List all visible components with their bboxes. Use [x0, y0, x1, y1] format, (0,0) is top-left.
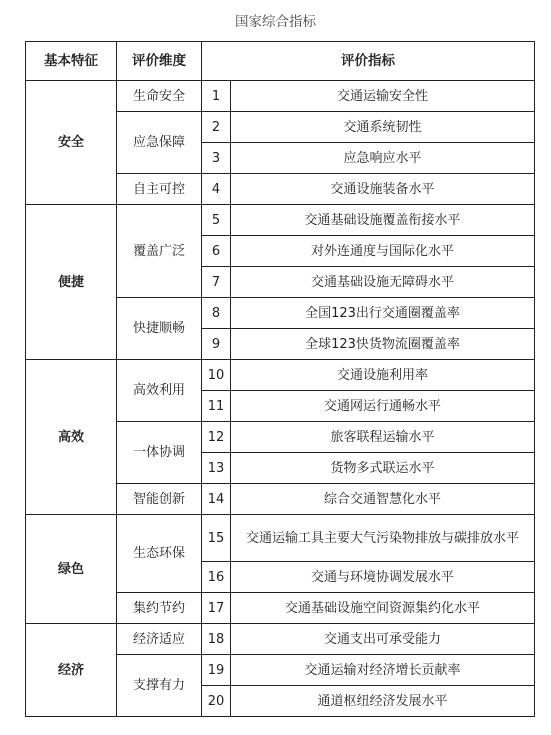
indicator-number: 14	[202, 484, 231, 515]
header-dimension: 评价维度	[117, 42, 202, 81]
indicator-text: 交通系统韧性	[231, 112, 535, 143]
indicator-text: 交通基础设施空间资源集约化水平	[231, 593, 535, 624]
page-title: 国家综合指标	[235, 14, 316, 30]
indicator-number: 7	[202, 267, 231, 298]
indicator-text: 交通支出可承受能力	[231, 624, 535, 655]
dimension-cell: 快捷顺畅	[117, 298, 202, 360]
indicator-number: 9	[202, 329, 231, 360]
indicator-number: 4	[202, 174, 231, 205]
header-feature: 基本特征	[26, 42, 117, 81]
dimension-cell: 自主可控	[117, 174, 202, 205]
indicator-number: 6	[202, 236, 231, 267]
header-row	[26, 42, 535, 81]
indicator-number: 16	[202, 562, 231, 593]
feature-cell: 绿色	[26, 515, 117, 624]
table-row	[26, 360, 535, 391]
indicator-text: 交通基础设施覆盖衔接水平	[231, 205, 535, 236]
indicator-text: 交通基础设施无障碍水平	[231, 267, 535, 298]
indicator-number: 12	[202, 422, 231, 453]
table-row	[26, 624, 535, 655]
dimension-cell: 一体协调	[117, 422, 202, 484]
indicator-text: 货物多式联运水平	[231, 453, 535, 484]
indicator-text: 全国123出行交通圈覆盖率	[231, 298, 535, 329]
indicator-number: 1	[202, 81, 231, 112]
indicator-number: 5	[202, 205, 231, 236]
indicator-number: 15	[202, 515, 231, 562]
indicator-number: 3	[202, 143, 231, 174]
dimension-cell: 集约节约	[117, 593, 202, 624]
indicator-text: 交通设施利用率	[231, 360, 535, 391]
table-row	[26, 515, 535, 562]
header-indicator: 评价指标	[202, 42, 535, 81]
dimension-cell: 应急保障	[117, 112, 202, 174]
indicator-text: 交通运输工具主要大气污染物排放与碳排放水平	[231, 515, 535, 562]
dimension-cell: 高效利用	[117, 360, 202, 422]
dimension-cell: 覆盖广泛	[117, 205, 202, 298]
indicator-text: 通道枢纽经济发展水平	[231, 686, 535, 717]
indicator-text: 交通网运行通畅水平	[231, 391, 535, 422]
dimension-cell: 生态环保	[117, 515, 202, 593]
indicator-number: 13	[202, 453, 231, 484]
indicator-text: 交通与环境协调发展水平	[231, 562, 535, 593]
indicator-number: 20	[202, 686, 231, 717]
feature-cell: 安全	[26, 81, 117, 205]
table-row	[26, 81, 535, 112]
indicator-text: 综合交通智慧化水平	[231, 484, 535, 515]
dimension-cell: 经济适应	[117, 624, 202, 655]
feature-cell: 经济	[26, 624, 117, 717]
dimension-cell: 智能创新	[117, 484, 202, 515]
indicator-text: 旅客联程运输水平	[231, 422, 535, 453]
indicator-text: 交通运输对经济增长贡献率	[231, 655, 535, 686]
indicator-number: 18	[202, 624, 231, 655]
dimension-cell: 生命安全	[117, 81, 202, 112]
indicator-number: 17	[202, 593, 231, 624]
indicator-number: 8	[202, 298, 231, 329]
indicator-table	[25, 41, 535, 717]
indicator-text: 对外连通度与国际化水平	[231, 236, 535, 267]
indicator-text: 交通运输安全性	[231, 81, 535, 112]
indicator-number: 19	[202, 655, 231, 686]
dimension-cell: 支撑有力	[117, 655, 202, 717]
indicator-number: 11	[202, 391, 231, 422]
indicator-text: 全球123快货物流圈覆盖率	[231, 329, 535, 360]
indicator-number: 10	[202, 360, 231, 391]
indicator-number: 2	[202, 112, 231, 143]
feature-cell: 高效	[26, 360, 117, 515]
feature-cell: 便捷	[26, 205, 117, 360]
table-row	[26, 205, 535, 236]
indicator-text: 交通设施装备水平	[231, 174, 535, 205]
indicator-text: 应急响应水平	[231, 143, 535, 174]
